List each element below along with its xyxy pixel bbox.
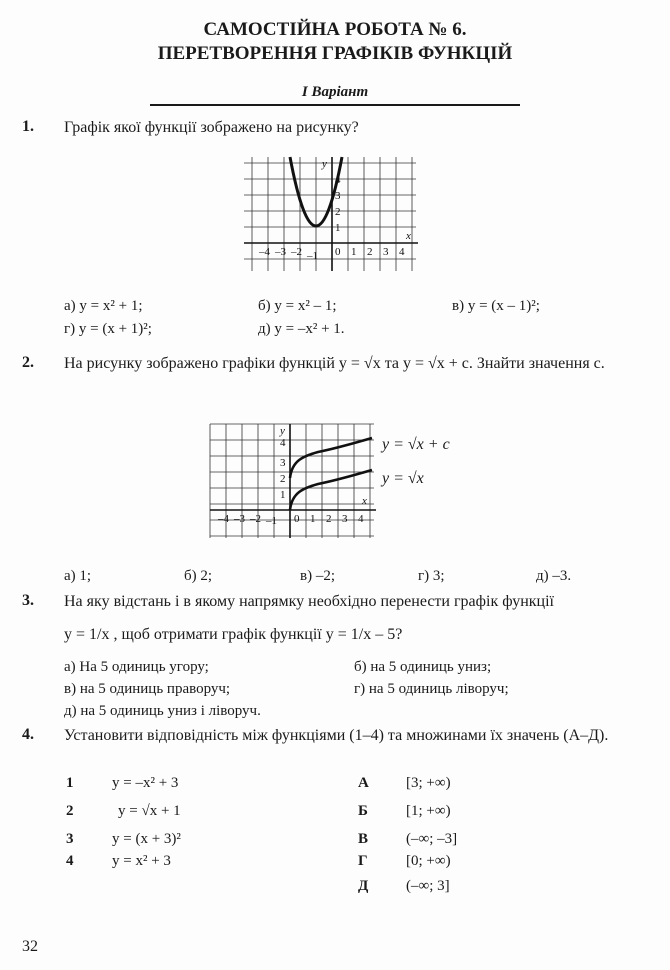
q2-option-c: в) –2; [300, 568, 335, 584]
q3-option-b: б) на 5 одиниць униз; [354, 659, 492, 675]
q2-option-e: д) –3. [536, 568, 572, 584]
q4-func-4: y = x² + 3 [112, 853, 171, 869]
q1-tick-x-m3: –3 [275, 246, 286, 258]
q1-tick-x-3: 3 [383, 246, 389, 258]
q4-set-letter-a: А [358, 775, 369, 791]
q2-tick-x-0: 0 [294, 513, 300, 525]
q2-axis-y-label: y [280, 425, 285, 437]
q2-text: На рисунку зображено графіки функцій y = √x та y = √x + c. Знайти значення c. [64, 355, 605, 372]
q2-tick-x-1: 1 [310, 513, 316, 525]
q1-option-e: д) y = –x² + 1. [258, 321, 345, 337]
q2-tick-x-m3: –3 [234, 513, 245, 525]
q1-option-b: б) y = x² – 1; [258, 298, 337, 314]
q1-tick-y-2: 2 [335, 206, 341, 218]
q1-tick-y-3: 3 [335, 190, 341, 202]
q4-set-letter-d: Г [358, 853, 368, 869]
q3-text-line1: На яку відстань і в якому напрямку необхідно перенести графік функції [64, 593, 554, 610]
q2-tick-y-3: 3 [280, 457, 286, 469]
q4-set-letter-b: Б [358, 803, 368, 819]
q4-set-letter-c: В [358, 831, 369, 847]
q1-axis-x-label: x [406, 230, 411, 242]
q1-axis-y-label: y [322, 158, 327, 170]
q1-number: 1. [22, 118, 34, 135]
q1-option-a: а) y = x² + 1; [64, 298, 143, 314]
q2-graph [208, 422, 378, 540]
q2-number: 2. [22, 354, 34, 371]
variant-rule [150, 104, 520, 106]
q3-number: 3. [22, 592, 34, 609]
q4-func-1: y = –x² + 3 [112, 775, 179, 791]
q3-option-e: д) на 5 одиниць униз і ліворуч. [64, 703, 261, 719]
title-line-1: САМОСТІЙНА РОБОТА № 6. [203, 19, 467, 40]
q2-axis-x-label: x [362, 495, 367, 507]
q3-option-d: г) на 5 одиниць ліворуч; [354, 681, 509, 697]
q2-tick-x-3: 3 [342, 513, 348, 525]
q4-set-e: (–∞; 3] [406, 878, 450, 894]
q2-tick-x-m1: –1 [266, 515, 277, 527]
q1-tick-x-0: 0 [335, 246, 341, 258]
q1-tick-x-m2: –2 [291, 246, 302, 258]
q4-set-b: [1; +∞) [406, 803, 451, 819]
q1-option-d: г) y = (x + 1)²; [64, 321, 152, 337]
q3-option-c: в) на 5 одиниць праворуч; [64, 681, 231, 697]
q2-option-a: а) 1; [64, 568, 92, 584]
q1-tick-y-1: 1 [335, 222, 341, 234]
q2-option-d: г) 3; [418, 568, 445, 584]
q4-func-num-2: 2 [66, 803, 74, 819]
q1-tick-x-m4: –4 [259, 246, 270, 258]
q1-option-c: в) y = (x – 1)²; [452, 298, 540, 314]
title-line-2: ПЕРЕТВОРЕННЯ ГРАФІКІВ ФУНКЦІЙ [157, 43, 513, 64]
q2-option-b: б) 2; [184, 568, 213, 584]
q1-text: Графік якої функції зображено на рисунку? [64, 119, 359, 136]
q3-text-line2: y = 1/x , щоб отримати графік функції y = 1/x – 5? [64, 626, 403, 643]
q2-tick-y-1: 1 [280, 489, 286, 501]
q4-set-a: [3; +∞) [406, 775, 451, 791]
q2-curve2-label: y = √x [382, 470, 424, 487]
q1-tick-x-m1: –1 [307, 250, 318, 262]
q2-tick-x-m2: –2 [250, 513, 261, 525]
q2-tick-y-2: 2 [280, 473, 286, 485]
q2-curve1-label: y = √x + c [382, 436, 450, 453]
q4-func-2: y = √x + 1 [118, 803, 181, 819]
q4-func-num-3: 3 [66, 831, 74, 847]
q4-set-d: [0; +∞) [406, 853, 451, 869]
q1-tick-y-4: 4 [335, 174, 341, 186]
q4-set-c: (–∞; –3] [406, 831, 458, 847]
q4-number: 4. [22, 726, 34, 743]
q1-tick-x-1: 1 [351, 246, 357, 258]
q3-option-a: а) На 5 одиниць угору; [64, 659, 209, 675]
q2-tick-x-m4: –4 [218, 513, 229, 525]
q2-tick-x-2: 2 [326, 513, 332, 525]
q4-func-num-4: 4 [66, 853, 74, 869]
q2-tick-y-4: 4 [280, 437, 286, 449]
page-number: 32 [22, 938, 38, 955]
q1-graph [242, 155, 422, 273]
q4-set-letter-e: Д [358, 878, 369, 894]
q2-tick-x-4: 4 [358, 513, 364, 525]
q4-text: Установити відповідність між функціями (1–4) та множинами їх значень (А–Д). [64, 727, 609, 744]
q4-func-num-1: 1 [66, 775, 74, 791]
q1-tick-x-2: 2 [367, 246, 373, 258]
q4-func-3: y = (x + 3)² [112, 831, 181, 847]
variant-heading: I Варіант [301, 84, 369, 100]
q1-tick-x-4: 4 [399, 246, 405, 258]
